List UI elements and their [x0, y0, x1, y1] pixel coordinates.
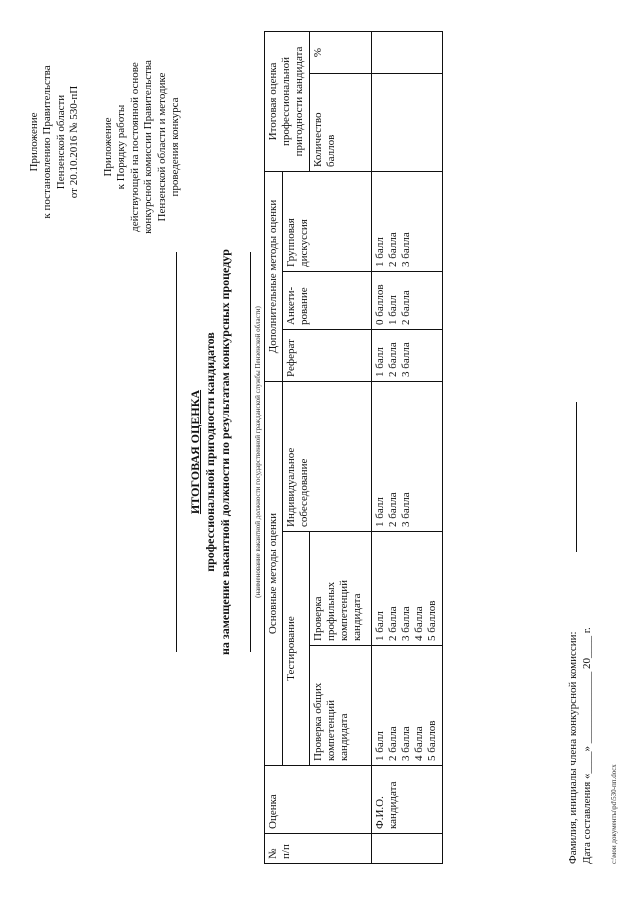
percent-cell: [371, 31, 442, 73]
appendix-order-line: конкурсной комиссии Правительства: [142, 60, 155, 234]
appendix-main-line: от 20.10.2016 № 530-пП: [68, 85, 81, 199]
position-blank-line: [250, 252, 251, 652]
score-item: 1 балл: [373, 237, 386, 267]
score-item: 1 балл: [373, 347, 386, 377]
file-path: c:\мои документы\pd\530-пп.docx: [610, 764, 618, 864]
score-item: 1 балл: [373, 497, 386, 527]
footer: [566, 627, 595, 864]
appendix-main-line: Пензенской области: [54, 94, 67, 190]
group-discussion-header: Групповая дискуссия: [283, 171, 371, 271]
score-item: 3 балла: [399, 342, 412, 377]
additional-methods-header: Дополнительные методы оценки: [265, 171, 283, 381]
score-item: 3 балла: [399, 726, 412, 761]
appendix-order-line: действующей на постоянной основе: [128, 62, 141, 232]
rotated-page: [10, 22, 630, 882]
questionnaire-scores-cell: [371, 271, 442, 329]
document-title: [188, 152, 233, 752]
interview-scores-cell: [371, 381, 442, 531]
divider-line: [176, 252, 177, 652]
profile-scores-cell: [371, 532, 442, 646]
score-item: 5 баллов: [426, 600, 439, 641]
candidate-name-cell: Ф.И.О. кандидата: [371, 766, 442, 834]
appendix-order-line: Приложение: [102, 117, 114, 177]
score-item: 0 баллов: [373, 284, 386, 325]
title-line: ИТОГОВАЯ ОЦЕНКА: [188, 389, 202, 515]
score-item: 1 балл: [386, 295, 399, 325]
appendix-main: [28, 42, 82, 242]
score-item: 1 балл: [373, 731, 386, 761]
score-item: 2 балла: [386, 492, 399, 527]
score-item: 2 балла: [386, 606, 399, 641]
row-number-cell: [371, 834, 442, 864]
appendix-order-line: Пензенской области и методике: [155, 72, 168, 222]
questionnaire-header: Анкети-рование: [283, 271, 371, 329]
profile-competence-header: Проверка профильных компетенций кандидата: [309, 532, 371, 646]
points-count-header: Количество баллов: [309, 73, 371, 171]
score-item: 5 баллов: [426, 720, 439, 761]
interview-header: Индивидуальное собеседование: [283, 381, 371, 531]
score-item: 4 балла: [413, 726, 426, 761]
title-line: профессиональной пригодности кандидатов: [203, 332, 217, 572]
score-item: 3 балла: [399, 606, 412, 641]
score-item: 2 балла: [386, 232, 399, 267]
score-item: 1 балл: [373, 611, 386, 641]
group-scores-cell: [371, 171, 442, 271]
score-item: 4 балла: [413, 606, 426, 641]
final-score-header: Итоговая оценка профессиональной пригодности кандидата: [265, 31, 310, 171]
appendix-main-line: Приложение: [28, 112, 40, 172]
score-item: 2 балла: [399, 290, 412, 325]
essay-scores-cell: [371, 329, 442, 381]
member-signature-line: [576, 402, 577, 552]
general-competence-header: Проверка общих компетенций кандидата: [309, 646, 371, 766]
title-line: на замещение вакантной должности по результатам конкурсных процедур: [218, 249, 232, 655]
appendix-order: [102, 32, 182, 262]
testing-header: Тестирование: [283, 532, 309, 766]
column-number-header: № п/п: [265, 834, 372, 864]
general-scores-cell: [371, 646, 442, 766]
score-item: 2 балла: [386, 342, 399, 377]
essay-header: Реферат: [283, 329, 371, 381]
score-item: 2 балла: [386, 726, 399, 761]
points-count-cell: [371, 73, 442, 171]
commission-member-label: Фамилия, инициалы члена конкурсной комиссии:: [567, 631, 579, 864]
score-table: [264, 31, 443, 864]
position-caption: (наименование вакантной должности государственной гражданской службы Пензенской области): [254, 306, 262, 598]
column-score-header: Оценка: [265, 766, 372, 834]
date-label: Дата составления «____» _____________ 20____ г.: [581, 627, 594, 864]
appendix-order-line: проведения конкурса: [169, 97, 182, 197]
score-item: 3 балла: [399, 232, 412, 267]
main-methods-header: Основные методы оценки: [265, 381, 283, 765]
score-item: 3 балла: [399, 492, 412, 527]
appendix-main-line: к постановлению Правительства: [41, 65, 54, 219]
appendix-order-line: к Порядку работы: [115, 104, 128, 190]
percent-header: %: [309, 31, 371, 73]
